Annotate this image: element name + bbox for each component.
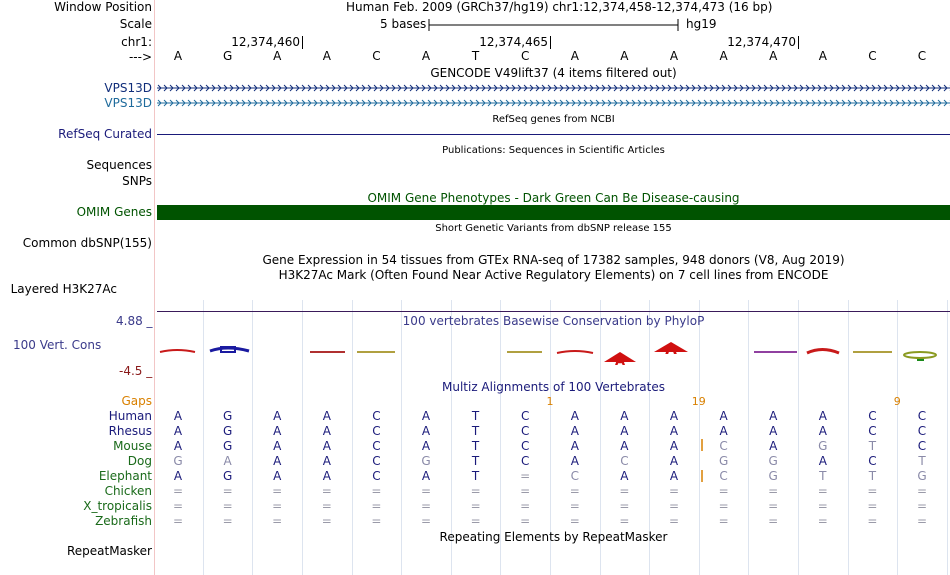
reference-base: A — [818, 49, 827, 63]
publications-label[interactable]: Sequences — [86, 158, 152, 172]
phylop-ymax: 4.88 _ — [116, 314, 153, 328]
svg-text:A: A — [614, 354, 626, 368]
alignment-base: = — [916, 499, 928, 513]
reference-base: A — [620, 49, 629, 63]
alignment-base: T — [918, 454, 926, 468]
alignment-base: A — [322, 424, 331, 438]
gtex-track-title: Gene Expression in 54 tissues from GTEx RNA-seq of 17382 samples, 948 donors (V8, Aug 2019) — [262, 253, 845, 267]
alignment-base: A — [669, 409, 679, 423]
alignment-base: G — [222, 409, 233, 423]
alignment-base: C — [570, 469, 579, 483]
alignment-base: T — [471, 424, 480, 438]
alignment-base: A — [818, 454, 827, 468]
alignment-base: A — [173, 424, 183, 438]
alignment-base: A — [570, 439, 579, 453]
omim-label[interactable]: OMIM Genes — [76, 205, 152, 219]
alignment-base: A — [223, 454, 232, 468]
dbsnp-label[interactable]: Common dbSNP(155) — [22, 236, 152, 250]
alignment-base: C — [372, 469, 381, 483]
gap-count: 1 — [546, 395, 554, 408]
window-position-label[interactable]: Window Position — [54, 0, 152, 14]
reference-base: A — [421, 49, 431, 63]
assembly-position-text: Human Feb. 2009 (GRCh37/hg19) chr1:12,374,458-12,374,473 (16 bp) — [346, 0, 773, 14]
h3k27ac-track-title: H3K27Ac Mark (Often Found Near Active Regulatory Elements) on 7 cell lines from ENCODE — [278, 268, 829, 282]
dbsnp-subtitle: Short Genetic Variants from dbSNP release 155 — [435, 223, 672, 234]
alignment-base: C — [719, 439, 728, 453]
alignment-base: = — [916, 484, 928, 498]
alignment-base: = — [470, 499, 481, 513]
gencode-item-2-feature[interactable] — [157, 96, 950, 110]
alignment-base: A — [322, 454, 331, 468]
refseq-label[interactable]: RefSeq Curated — [58, 127, 152, 141]
scale-bar — [428, 18, 680, 32]
alignment-base: = — [569, 514, 580, 528]
alignment-base: A — [322, 469, 331, 483]
reference-base: A — [570, 49, 579, 63]
alignment-base: A — [421, 424, 431, 438]
alignment-base: C — [868, 409, 877, 423]
scale-text: 5 bases — [380, 17, 427, 31]
alignment-base: = — [668, 514, 680, 528]
alignment-base: = — [272, 499, 283, 513]
alignment-base: = — [172, 499, 184, 513]
reference-base: A — [669, 49, 679, 63]
gap-count: 19 — [691, 395, 706, 408]
svg-text:A: A — [665, 340, 677, 358]
alignment-base: A — [669, 454, 679, 468]
alignment-base: C — [520, 439, 530, 453]
ruler-tick-label: 12,374,460 — [231, 35, 300, 49]
alignment-base: G — [222, 439, 233, 453]
ruler-tick-label: 12,374,465 — [479, 35, 548, 49]
alignment-base: = — [321, 499, 332, 513]
alignment-base: G — [718, 454, 729, 468]
alignment-base: = — [619, 514, 630, 528]
alignment-base: A — [669, 424, 679, 438]
reference-base: C — [917, 49, 927, 63]
alignment-base: A — [669, 469, 679, 483]
alignment-base: A — [818, 409, 827, 423]
gencode-item-1-feature[interactable] — [157, 81, 950, 95]
species-label[interactable]: Elephant — [98, 469, 152, 483]
arrow-label[interactable]: ---> — [128, 50, 152, 64]
reference-base: T — [471, 49, 480, 63]
alignment-base: T — [819, 469, 827, 483]
alignment-base: C — [372, 454, 381, 468]
alignment-base: T — [471, 439, 480, 453]
alignment-base: = — [172, 484, 184, 498]
omim-track-title: OMIM Gene Phenotypes - Dark Green Can Be Disease-causing — [367, 191, 740, 205]
species-label[interactable]: Human — [108, 409, 152, 423]
alignment-base: = — [817, 499, 828, 513]
alignment-base: = — [371, 484, 382, 498]
alignment-base: A — [421, 409, 431, 423]
alignment-base: = — [817, 514, 828, 528]
alignment-base: = — [668, 499, 680, 513]
alignment-base: = — [916, 514, 928, 528]
reference-base: G — [222, 49, 233, 63]
alignment-base: = — [520, 484, 531, 498]
omim-feature-bar[interactable] — [157, 205, 950, 220]
reference-base: C — [868, 49, 877, 63]
conservation-label[interactable]: 100 Vert. Cons — [13, 338, 102, 352]
alignment-base: = — [867, 499, 878, 513]
gencode-item-2-label[interactable]: VPS13D — [104, 96, 152, 110]
gencode-item-1-label[interactable]: VPS13D — [104, 81, 152, 95]
alignment-base: G — [818, 439, 828, 453]
alignment-base: A — [273, 424, 282, 438]
ruler-tick-label: 12,374,470 — [727, 35, 796, 49]
alignment-base: C — [917, 409, 927, 423]
reference-base: A — [173, 49, 183, 63]
alignment-base: A — [620, 439, 629, 453]
alignment-base: C — [868, 454, 877, 468]
refseq-subtitle: RefSeq genes from NCBI — [492, 114, 615, 125]
alignment-base: A — [620, 409, 629, 423]
alignment-base: = — [222, 484, 233, 498]
phylop-ymin: -4.5 _ — [119, 364, 153, 378]
species-label[interactable]: Dog — [127, 454, 152, 468]
alignment-base: T — [471, 454, 480, 468]
species-label[interactable]: X_tropicalis — [83, 499, 152, 513]
alignment-base: A — [719, 424, 728, 438]
alignment-base: = — [718, 499, 729, 513]
reference-base: C — [520, 49, 530, 63]
alignment-base: A — [570, 409, 579, 423]
alignment-base: = — [321, 514, 332, 528]
alignment-base: G — [421, 454, 431, 468]
alignment-base: = — [768, 499, 779, 513]
alignment-base: A — [719, 409, 728, 423]
species-label[interactable]: Rhesus — [108, 424, 152, 438]
alignment-base: C — [372, 424, 381, 438]
alignment-base: T — [471, 409, 480, 423]
alignment-base: = — [867, 484, 878, 498]
alignment-base: = — [371, 499, 382, 513]
refseq-feature-line[interactable] — [157, 134, 950, 135]
ruler-tick-mark — [550, 36, 551, 49]
alignment-base: = — [668, 484, 680, 498]
species-label[interactable]: Mouse — [113, 439, 152, 453]
alignment-base: A — [273, 469, 282, 483]
reference-base: A — [719, 49, 728, 63]
phylop-logo — [157, 334, 950, 368]
h3k27ac-label[interactable]: Layered H3K27Ac — [10, 282, 117, 296]
alignment-base: = — [520, 499, 531, 513]
chrom-label[interactable]: chr1: — [121, 35, 152, 49]
alignment-base: G — [222, 469, 233, 483]
alignment-base: = — [222, 499, 233, 513]
alignment-base: A — [620, 469, 629, 483]
alignment-base: A — [173, 409, 183, 423]
gaps-label[interactable]: Gaps — [121, 394, 152, 408]
alignment-base: T — [471, 469, 480, 483]
alignment-base: C — [520, 409, 530, 423]
alignment-base: = — [321, 484, 332, 498]
alignment-base: A — [421, 439, 431, 453]
reference-base: C — [372, 49, 381, 63]
alignment-base: C — [520, 424, 530, 438]
alignment-base: A — [620, 424, 629, 438]
alignment-base: = — [470, 514, 481, 528]
alignment-base: C — [372, 439, 381, 453]
gap-count: 9 — [893, 395, 901, 408]
alignment-base: A — [769, 424, 778, 438]
alignment-base: A — [421, 469, 431, 483]
reference-base: A — [273, 49, 282, 63]
alignment-base: = — [420, 499, 432, 513]
alignment-base: = — [520, 514, 531, 528]
alignment-base: A — [322, 409, 331, 423]
reference-base: A — [322, 49, 331, 63]
alignment-base: C — [917, 439, 927, 453]
scale-label[interactable]: Scale — [119, 17, 152, 31]
alignment-base: T — [868, 439, 877, 453]
alignment-base: T — [868, 469, 877, 483]
alignment-base: A — [273, 439, 282, 453]
ruler-tick-mark — [302, 36, 303, 49]
phylop-track-title: 100 vertebrates Basewise Conservation by PhyloP — [402, 314, 705, 328]
repeatmasker-label[interactable]: RepeatMasker — [66, 544, 152, 558]
insertion-marks — [700, 437, 704, 484]
reference-base: A — [769, 49, 778, 63]
alignment-base: = — [768, 514, 779, 528]
alignment-base: A — [173, 469, 183, 483]
alignment-base: C — [620, 454, 629, 468]
alignment-base: = — [867, 514, 878, 528]
alignment-base: = — [272, 484, 283, 498]
alignment-base: G — [768, 469, 778, 483]
alignment-base: A — [769, 439, 778, 453]
alignment-base: = — [817, 484, 828, 498]
alignment-base: A — [669, 439, 679, 453]
alignment-base: G — [222, 424, 233, 438]
alignment-base: C — [868, 424, 877, 438]
alignment-base: A — [273, 454, 282, 468]
alignment-base: = — [420, 514, 432, 528]
species-label[interactable]: Zebrafish — [95, 514, 152, 528]
alignment-base: = — [371, 514, 382, 528]
publications-subtitle: Publications: Sequences in Scientific Articles — [442, 145, 665, 156]
alignment-base: = — [569, 484, 580, 498]
alignment-base: A — [273, 409, 282, 423]
repeatmasker-track-title: Repeating Elements by RepeatMasker — [439, 530, 668, 544]
multiz-track-title: Multiz Alignments of 100 Vertebrates — [441, 380, 666, 394]
scale-db: hg19 — [686, 17, 717, 31]
alignment-base: A — [322, 439, 331, 453]
alignment-base: C — [719, 469, 728, 483]
alignment-base: = — [768, 484, 779, 498]
alignment-base: G — [173, 454, 183, 468]
alignment-base: G — [768, 454, 778, 468]
alignment-base: = — [569, 499, 580, 513]
alignment-base: = — [619, 499, 630, 513]
alignment-base: C — [520, 454, 530, 468]
alignment-base: = — [420, 484, 432, 498]
alignment-base: G — [917, 469, 927, 483]
alignment-base: = — [172, 514, 184, 528]
alignment-base: A — [769, 409, 778, 423]
ruler-tick-mark — [798, 36, 799, 49]
alignment-base: = — [272, 514, 283, 528]
alignment-base: C — [372, 409, 381, 423]
alignment-base: = — [470, 484, 481, 498]
gencode-track-title: GENCODE V49lift37 (4 items filtered out) — [430, 66, 677, 80]
h3k27ac-signal-line — [157, 311, 950, 312]
alignment-base: A — [570, 424, 579, 438]
species-label[interactable]: Chicken — [104, 484, 152, 498]
alignment-base: A — [570, 454, 579, 468]
alignment-base: A — [173, 439, 183, 453]
alignment-base: = — [718, 514, 729, 528]
alignment-base: C — [917, 424, 927, 438]
snps-label[interactable]: SNPs — [122, 174, 152, 188]
alignment-base: = — [718, 484, 729, 498]
alignment-base: = — [619, 484, 630, 498]
alignment-base: = — [520, 469, 531, 483]
alignment-base: = — [222, 514, 233, 528]
alignment-base: A — [818, 424, 827, 438]
